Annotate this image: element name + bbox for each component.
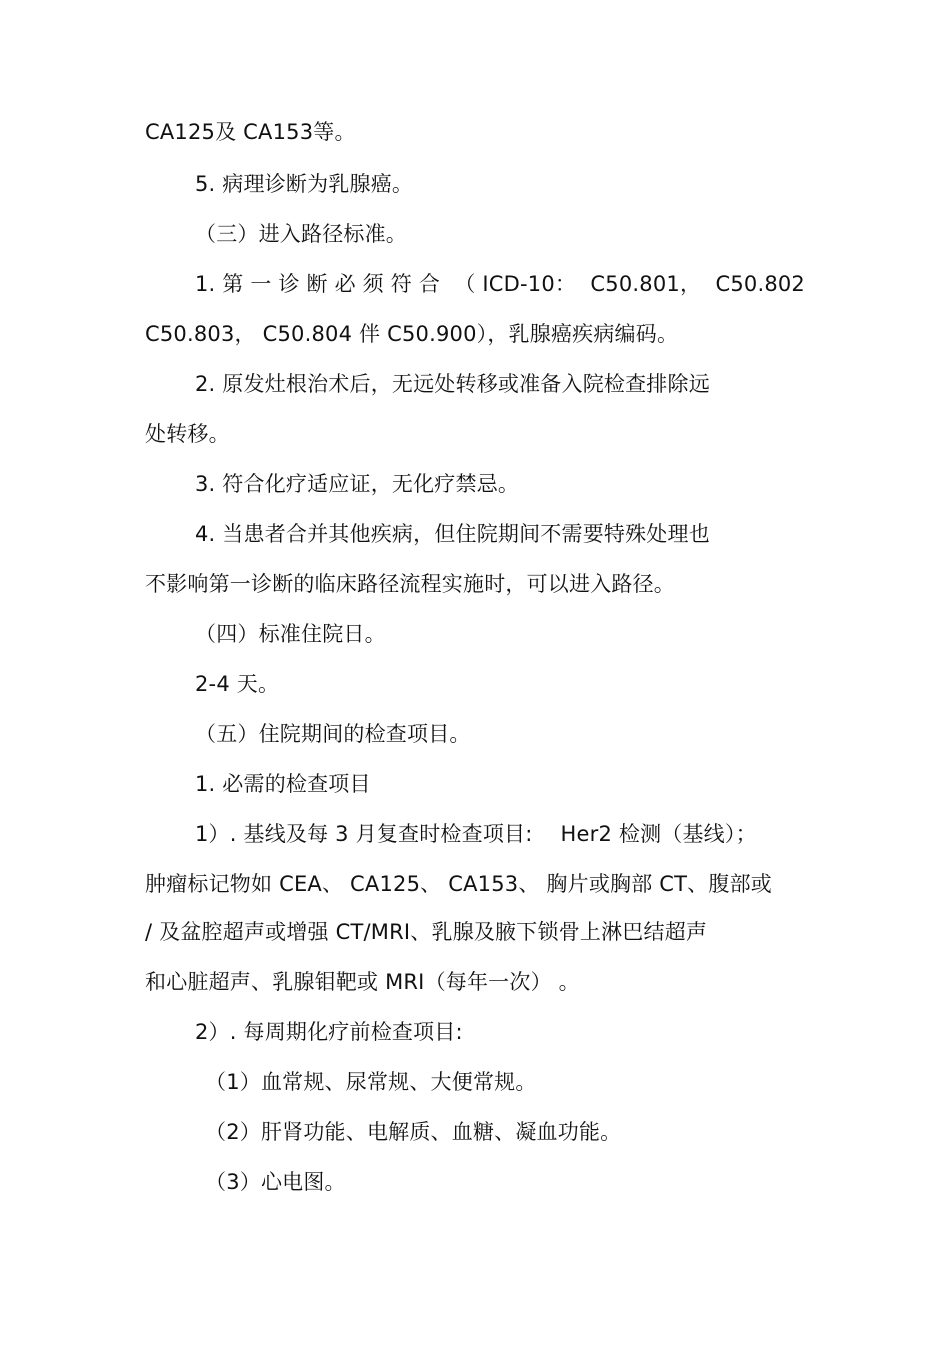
text-line: 和心脏超声、乳腺钼靶或 MRI（每年一次） 。 xyxy=(145,970,580,994)
icd-code-1: C50.801， xyxy=(590,272,702,296)
text-line: （1）血常规、尿常规、大便常规。 xyxy=(205,1070,537,1094)
text-line: CA125及 CA153等。 xyxy=(145,120,356,144)
icd-code-2: C50.802 xyxy=(715,272,805,296)
her2-text: Her2 检测（基线）； xyxy=(560,822,757,846)
text-line: 不影响第一诊断的临床路径流程实施时，可以进入路径。 xyxy=(145,572,675,596)
section-heading: （四）标准住院日。 xyxy=(195,622,386,646)
text-line: （2）肝肾功能、电解质、血糖、凝血功能。 xyxy=(205,1120,622,1144)
section-heading: （三）进入路径标准。 xyxy=(195,222,407,246)
baseline-lead: 1）. 基线及每 3 月复查时检查项目: xyxy=(195,822,533,846)
icd-lead: 1. 第 一 诊 断 必 须 符 合 xyxy=(195,272,441,296)
icd-line xyxy=(195,270,805,298)
text-line: 处转移。 xyxy=(145,422,230,446)
text-line: C50.803， C50.804 伴 C50.900），乳腺癌疾病编码。 xyxy=(145,322,679,346)
text-line: 3. 符合化疗适应证，无化疗禁忌。 xyxy=(195,472,520,496)
text-line: 2-4 天。 xyxy=(195,672,280,696)
baseline-line xyxy=(195,820,757,848)
text-line: 2. 原发灶根治术后，无远处转移或准备入院检查排除远 xyxy=(195,372,710,396)
icd-open: （ ICD-10： xyxy=(454,272,577,296)
text-line: 1. 必需的检查项目 xyxy=(195,772,371,796)
text-line: 4. 当患者合并其他疾病，但住院期间不需要特殊处理也 xyxy=(195,522,710,546)
text-line: （3）心电图。 xyxy=(205,1170,346,1194)
text-line: 2）. 每周期化疗前检查项目: xyxy=(195,1020,463,1044)
text-line: 5. 病理诊断为乳腺癌。 xyxy=(195,172,414,196)
text-line: 肿瘤标记物如 CEA、 CA125、 CA153、 胸片或胸部 CT、腹部或 xyxy=(145,872,772,896)
section-heading: （五）住院期间的检查项目。 xyxy=(195,722,471,746)
text-line: / 及盆腔超声或增强 CT/MRI、乳腺及腋下锁骨上淋巴结超声 xyxy=(145,920,708,944)
